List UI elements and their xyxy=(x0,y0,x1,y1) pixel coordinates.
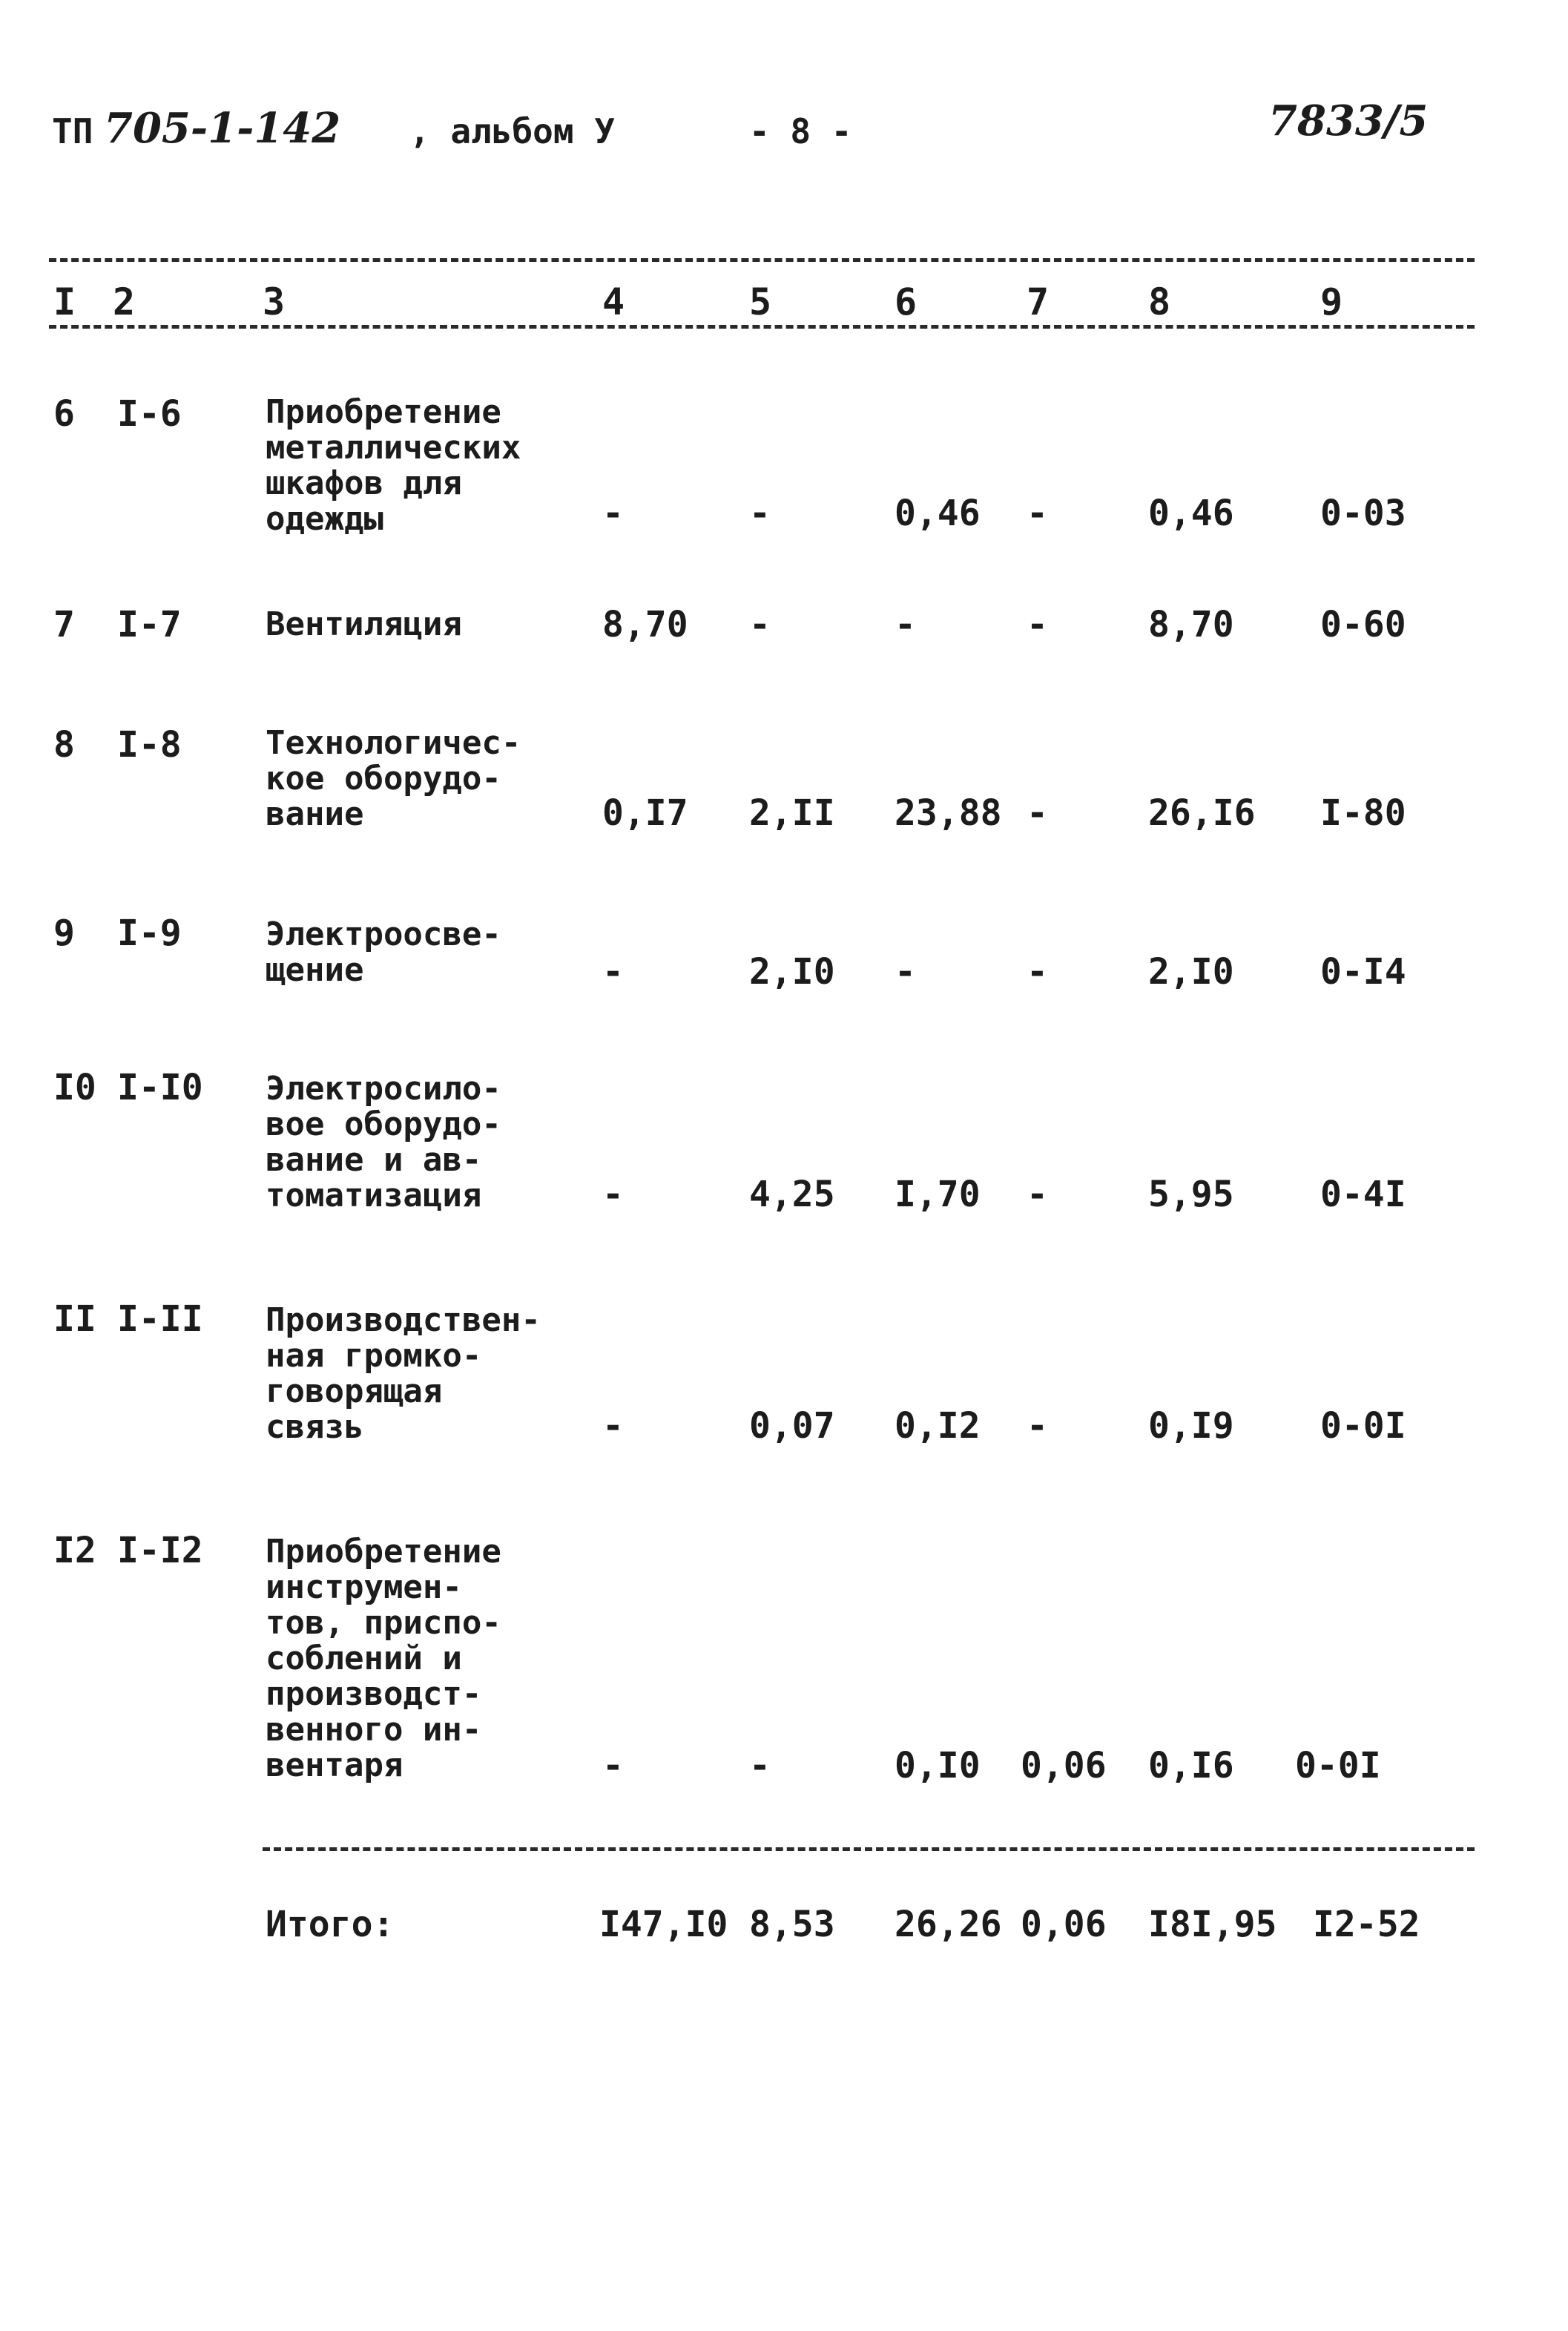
row-code: I-9 xyxy=(117,913,182,954)
cell-col7: 0,06 xyxy=(1021,1745,1107,1786)
page-number: - 8 - xyxy=(749,111,852,151)
row-number: 8 xyxy=(53,724,75,766)
total-col6: 26,26 xyxy=(895,1904,1002,1945)
column-number: 7 xyxy=(1027,280,1050,323)
total-label: Итого: xyxy=(266,1904,395,1945)
cell-col6: 0,I2 xyxy=(895,1405,981,1447)
cell-col8: 0,46 xyxy=(1148,493,1234,534)
cell-col8: 0,I9 xyxy=(1148,1405,1234,1447)
cell-col8: 5,95 xyxy=(1148,1174,1234,1215)
cell-col9: 0-0I xyxy=(1295,1745,1381,1786)
row-code: I-I2 xyxy=(117,1530,203,1571)
cell-col4: 0,I7 xyxy=(602,792,688,834)
cell-col4: - xyxy=(602,1745,624,1786)
cell-col8: 0,I6 xyxy=(1148,1745,1234,1786)
row-name: Вентиляция xyxy=(266,605,462,643)
row-number: I2 xyxy=(53,1530,96,1571)
cell-col5: 2,I0 xyxy=(749,951,835,993)
cell-col6: 0,46 xyxy=(895,493,981,534)
cell-col9: 0-0I xyxy=(1320,1405,1406,1447)
cell-col6: 0,I0 xyxy=(895,1745,981,1786)
row-code: I-7 xyxy=(117,604,182,645)
row-number: 7 xyxy=(53,604,75,645)
cell-col5: 2,II xyxy=(749,792,835,834)
column-number: 4 xyxy=(602,280,625,323)
column-number: 9 xyxy=(1320,280,1343,323)
cell-col4: - xyxy=(602,1174,624,1215)
cell-col8: 26,I6 xyxy=(1148,792,1256,834)
cell-col7: - xyxy=(1027,1174,1048,1215)
row-code: I-I0 xyxy=(117,1067,203,1108)
cell-col9: I-80 xyxy=(1320,792,1406,834)
row-number: 9 xyxy=(53,913,75,954)
cell-col5: - xyxy=(749,1745,771,1786)
total-col9: I2-52 xyxy=(1313,1904,1420,1945)
cell-col7: - xyxy=(1027,1405,1048,1447)
cell-col4: 8,70 xyxy=(602,604,688,645)
row-code: I-8 xyxy=(117,724,182,766)
column-number: 8 xyxy=(1148,280,1171,323)
total-col8: I8I,95 xyxy=(1148,1904,1277,1945)
row-name: Приобретение металлических шкафов для одежды xyxy=(266,393,521,538)
header-tp-prefix: ТП xyxy=(52,111,93,151)
row-number: I0 xyxy=(53,1067,96,1108)
cell-col4: - xyxy=(602,493,624,534)
column-number: 2 xyxy=(113,280,136,323)
column-number: 5 xyxy=(749,280,772,323)
cell-col6: - xyxy=(895,951,916,993)
cell-col8: 2,I0 xyxy=(1148,951,1234,993)
row-name: Технологичес- кое оборудо- вание xyxy=(266,724,521,833)
cell-col4: - xyxy=(602,1405,624,1447)
cell-col7: - xyxy=(1027,493,1048,534)
cell-col9: 0-I4 xyxy=(1320,951,1406,993)
document-code: 7833/5 xyxy=(1268,96,1429,145)
cell-col9: 0-03 xyxy=(1320,493,1406,534)
cell-col8: 8,70 xyxy=(1148,604,1234,645)
cell-col5: - xyxy=(749,493,771,534)
row-name: Электросило- вое оборудо- вание и ав- томатизация xyxy=(266,1070,501,1214)
cell-col9: 0-60 xyxy=(1320,604,1406,645)
row-name: Производствен- ная громко- говорящая связь xyxy=(266,1301,541,1446)
cell-col5: - xyxy=(749,604,771,645)
row-number: 6 xyxy=(53,393,75,435)
column-number: I xyxy=(53,280,76,323)
cell-col5: 4,25 xyxy=(749,1174,835,1215)
row-number: II xyxy=(53,1298,96,1340)
row-name: Приобретение инструмен- тов, приспо- соблений и производст- венного ин- вентаря xyxy=(266,1533,501,1784)
column-number: 6 xyxy=(895,280,918,323)
cell-col6: 23,88 xyxy=(895,792,1002,834)
row-name: Электроосве- щение xyxy=(266,915,501,989)
header-album: , альбом У xyxy=(409,111,615,151)
total-dashed-rule xyxy=(263,1847,1475,1851)
header-tp-number: 705-1-142 xyxy=(104,104,341,153)
total-col4: I47,I0 xyxy=(599,1904,728,1945)
total-col7: 0,06 xyxy=(1021,1904,1107,1945)
total-col5: 8,53 xyxy=(749,1904,835,1945)
cell-col9: 0-4I xyxy=(1320,1174,1406,1215)
cell-col6: I,70 xyxy=(895,1174,981,1215)
cell-col7: - xyxy=(1027,951,1048,993)
cell-col6: - xyxy=(895,604,916,645)
column-number: 3 xyxy=(263,280,286,323)
cell-col4: - xyxy=(602,951,624,993)
row-code: I-II xyxy=(117,1298,203,1340)
cell-col5: 0,07 xyxy=(749,1405,835,1447)
top-dashed-rule xyxy=(49,258,1475,262)
row-code: I-6 xyxy=(117,393,182,435)
cell-col7: - xyxy=(1027,792,1048,834)
cell-col7: - xyxy=(1027,604,1048,645)
header-dashed-rule xyxy=(49,325,1475,329)
